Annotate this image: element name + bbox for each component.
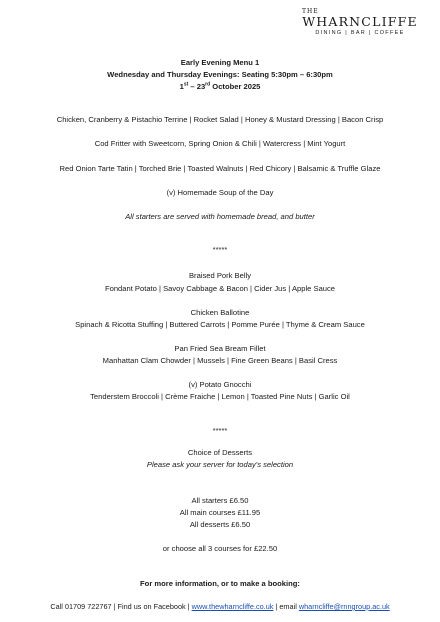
main-name: (v) Potato Gnocchi bbox=[188, 380, 252, 389]
price-starters: All starters £6.50 bbox=[191, 496, 249, 505]
desserts-title: Choice of Desserts bbox=[187, 448, 253, 457]
main-desc: Manhattan Clam Chowder | Mussels | Fine Green Beans | Basil Cress bbox=[102, 356, 338, 365]
main-name: Chicken Ballotine bbox=[190, 308, 250, 317]
footer-call-text: Call 01709 722767 | Find us on Facebook | bbox=[50, 602, 192, 611]
menu-days: Wednesday and Thursday Evenings: Seating 5:30pm – 6:30pm bbox=[107, 70, 333, 79]
date-end: – 23 bbox=[188, 82, 206, 91]
footer-email-label: | email bbox=[273, 602, 299, 611]
date-start-suffix: st bbox=[183, 81, 189, 88]
main-name: Pan Fried Sea Bream Fillet bbox=[174, 344, 266, 353]
price-mains: All main courses £11.95 bbox=[179, 508, 261, 517]
divider: ***** bbox=[212, 245, 228, 254]
main-name: Braised Pork Belly bbox=[188, 271, 252, 280]
price-desserts: All desserts £6.50 bbox=[189, 520, 251, 529]
logo bbox=[300, 8, 420, 37]
date-end-suffix: rd bbox=[205, 81, 211, 88]
main-desc: Fondant Potato | Savoy Cabbage & Bacon | Cider Jus | Apple Sauce bbox=[104, 284, 336, 293]
website-link[interactable]: www.thewharncliffe.co.uk bbox=[191, 602, 274, 611]
starter-item: Red Onion Tarte Tatin | Torched Brie | Toasted Walnuts | Red Chicory | Balsamic & Truffle Glaze bbox=[59, 164, 381, 173]
starter-item: Cod Fritter with Sweetcorn, Spring Onion & Chili | Watercress | Mint Yogurt bbox=[94, 139, 346, 148]
menu-title: Early Evening Menu 1 bbox=[180, 58, 260, 67]
starter-item: (v) Homemade Soup of the Day bbox=[166, 188, 274, 197]
starters-note: All starters are served with homemade bread, and butter bbox=[125, 212, 315, 221]
desserts-note: Please ask your server for today's selection bbox=[146, 460, 294, 469]
main-desc: Spinach & Ricotta Stuffing | Buttered Carrots | Pomme Purée | Thyme & Cream Sauce bbox=[75, 320, 365, 329]
footer-contact bbox=[0, 602, 440, 611]
price-combo: or choose all 3 courses for £22.50 bbox=[162, 544, 278, 553]
logo-name: WHARNCLIFFE bbox=[302, 14, 418, 29]
starter-item: Chicken, Cranberry & Pistachio Terrine | Rocket Salad | Honey & Mustard Dressing | Bacon Crisp bbox=[56, 115, 384, 124]
footer-cta: For more information, or to make a booking: bbox=[140, 579, 300, 588]
logo-the: THE bbox=[302, 8, 319, 15]
date-start: 1 bbox=[179, 82, 184, 91]
date-month-year: October 2025 bbox=[210, 82, 261, 91]
menu-dates bbox=[0, 82, 440, 91]
divider: ***** bbox=[212, 426, 228, 435]
email-link[interactable]: wharncliffe@rnngroup.ac.uk bbox=[298, 602, 390, 611]
logo-tagline: DINING | BAR | COFFEE bbox=[315, 30, 405, 36]
main-desc: Tenderstem Broccoli | Crème Fraiche | Lemon | Toasted Pine Nuts | Garlic Oil bbox=[90, 392, 350, 401]
